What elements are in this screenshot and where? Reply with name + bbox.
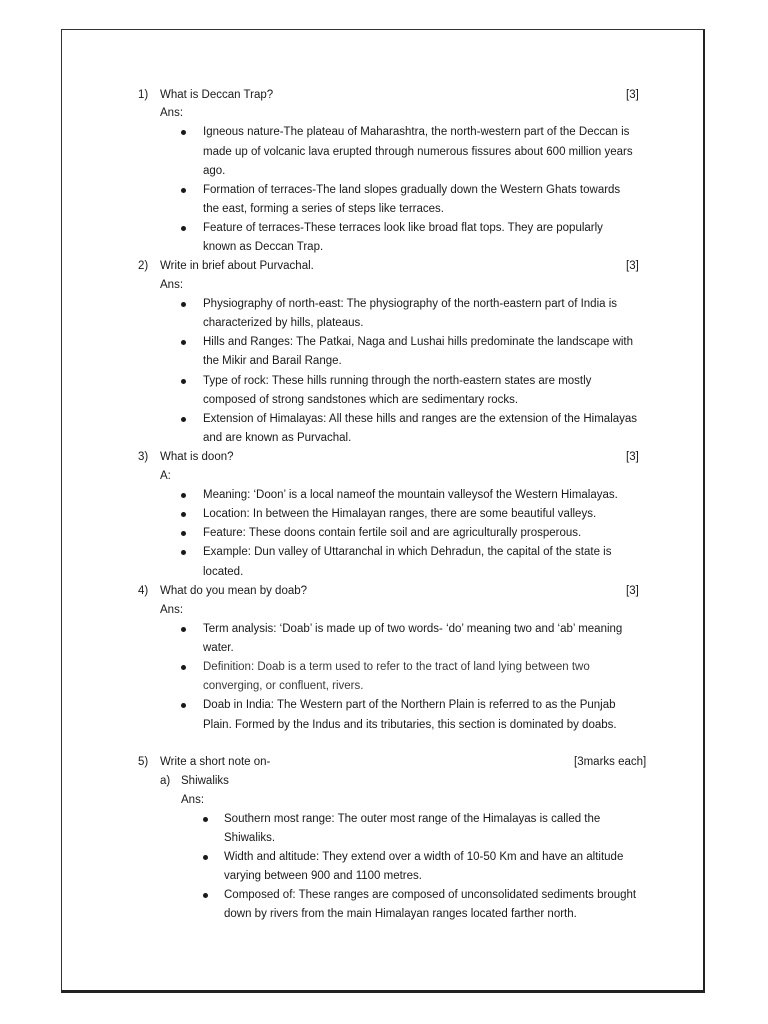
bullet-line: down by rivers from the main Himalayan ranges located farther north. xyxy=(224,908,577,920)
bullet-line: Igneous nature-The plateau of Maharashtra, the north-western part of the Deccan is xyxy=(203,126,630,138)
bullet-line: water. xyxy=(203,642,234,654)
question-marks: [3] xyxy=(626,451,639,463)
bullet-line: Composed of: These ranges are composed of unconsolidated sediments brought xyxy=(224,889,637,901)
bullet-line: Southern most range: The outer most range of the Himalayas is called the xyxy=(224,813,601,825)
bullet-line: Physiography of north-east: The physiography of the north-eastern part of India is xyxy=(203,298,618,310)
question-marks: [3] xyxy=(626,585,639,597)
bullet-line: Extension of Himalayas: All these hills and ranges are the extension of the Himalayas xyxy=(203,413,638,425)
bullet-dot xyxy=(181,493,186,498)
bullet-line: Definition: Doab is a term used to refer to the tract of land lying between two xyxy=(203,661,590,673)
question-marks: [3marks each] xyxy=(574,756,647,768)
bullet-line: Plain. Formed by the Indus and its tributaries, this section is dominated by doabs. xyxy=(203,719,617,731)
bullet-line: located. xyxy=(203,566,244,578)
bullet-line: known as Deccan Trap. xyxy=(203,241,324,253)
bullet-line: ago. xyxy=(203,165,226,177)
bullet-line: Meaning: ‘Doon’ is a local nameof the mountain valleysof the Western Himalayas. xyxy=(203,489,618,501)
bullet-dot xyxy=(181,531,186,536)
bullet-line: Example: Dun valley of Uttaranchal in which Dehradun, the capital of the state is xyxy=(203,546,612,558)
bullet-dot xyxy=(203,817,208,822)
bullet-line: the east, forming a series of steps like terraces. xyxy=(203,203,444,215)
bullet-line: composed of strong sandstones which are sedimentary rocks. xyxy=(203,394,519,406)
question-number: 5) xyxy=(138,756,149,768)
bullet-dot xyxy=(181,665,186,670)
question-text: Write a short note on- xyxy=(160,756,271,768)
bullet-line: Width and altitude: They extend over a width of 10-50 Km and have an altitude xyxy=(224,851,624,863)
bullet-dot xyxy=(181,627,186,632)
bullet-dot xyxy=(181,512,186,517)
bullet-line: Hills and Ranges: The Patkai, Naga and Lushai hills predominate the landscape with xyxy=(203,336,634,348)
bullet-line: Term analysis: ‘Doab’ is made up of two words- ‘do’ meaning two and ‘ab’ meaning xyxy=(203,623,623,635)
bullet-dot xyxy=(181,226,186,231)
bullet-dot xyxy=(181,340,186,345)
bullet-line: and are known as Purvachal. xyxy=(203,432,352,444)
question-text: What is Deccan Trap? xyxy=(160,89,274,101)
bullet-line: Formation of terraces-The land slopes gradually down the Western Ghats towards xyxy=(203,184,621,196)
bullet-line: Location: In between the Himalayan ranges, there are some beautiful valleys. xyxy=(203,508,597,520)
bullet-dot xyxy=(181,703,186,708)
bullet-dot xyxy=(181,130,186,135)
answer-label: A: xyxy=(160,470,171,482)
bullet-line: Feature: These doons contain fertile soil and are agriculturally prosperous. xyxy=(203,527,582,539)
question-text: Write in brief about Purvachal. xyxy=(160,260,314,272)
answer-label: Ans: xyxy=(181,794,205,806)
bullet-dot xyxy=(181,550,186,555)
question-marks: [3] xyxy=(626,260,639,272)
bullet-dot xyxy=(181,417,186,422)
answer-label: Ans: xyxy=(160,279,184,291)
bullet-dot xyxy=(181,188,186,193)
question-number: 1) xyxy=(138,89,149,101)
bullet-dot xyxy=(181,302,186,307)
sub-question-title: Shiwaliks xyxy=(181,775,229,787)
bullet-dot xyxy=(203,855,208,860)
question-number: 3) xyxy=(138,451,149,463)
bullet-dot xyxy=(181,379,186,384)
answer-label: Ans: xyxy=(160,604,184,616)
bullet-line: Type of rock: These hills running through the north-eastern states are mostly xyxy=(203,375,592,387)
sub-question-label: a) xyxy=(160,775,171,787)
question-text: What is doon? xyxy=(160,451,234,463)
bullet-dot xyxy=(203,893,208,898)
answer-label: Ans: xyxy=(160,107,184,119)
bullet-line: converging, or confluent, rivers. xyxy=(203,680,364,692)
bullet-line: the Mikir and Barail Range. xyxy=(203,355,342,367)
bullet-line: made up of volcanic lava erupted through numerous fissures about 600 million years xyxy=(203,146,633,158)
bullet-line: Feature of terraces-These terraces look like broad flat tops. They are popularly xyxy=(203,222,603,234)
bullet-line: Shiwaliks. xyxy=(224,832,276,844)
question-number: 2) xyxy=(138,260,149,272)
question-marks: [3] xyxy=(626,89,639,101)
question-number: 4) xyxy=(138,585,149,597)
bullet-line: Doab in India: The Western part of the Northern Plain is referred to as the Punjab xyxy=(203,699,616,711)
bullet-line: varying between 900 and 1100 metres. xyxy=(224,870,422,882)
bullet-line: characterized by hills, plateaus. xyxy=(203,317,364,329)
question-text: What do you mean by doab? xyxy=(160,585,308,597)
